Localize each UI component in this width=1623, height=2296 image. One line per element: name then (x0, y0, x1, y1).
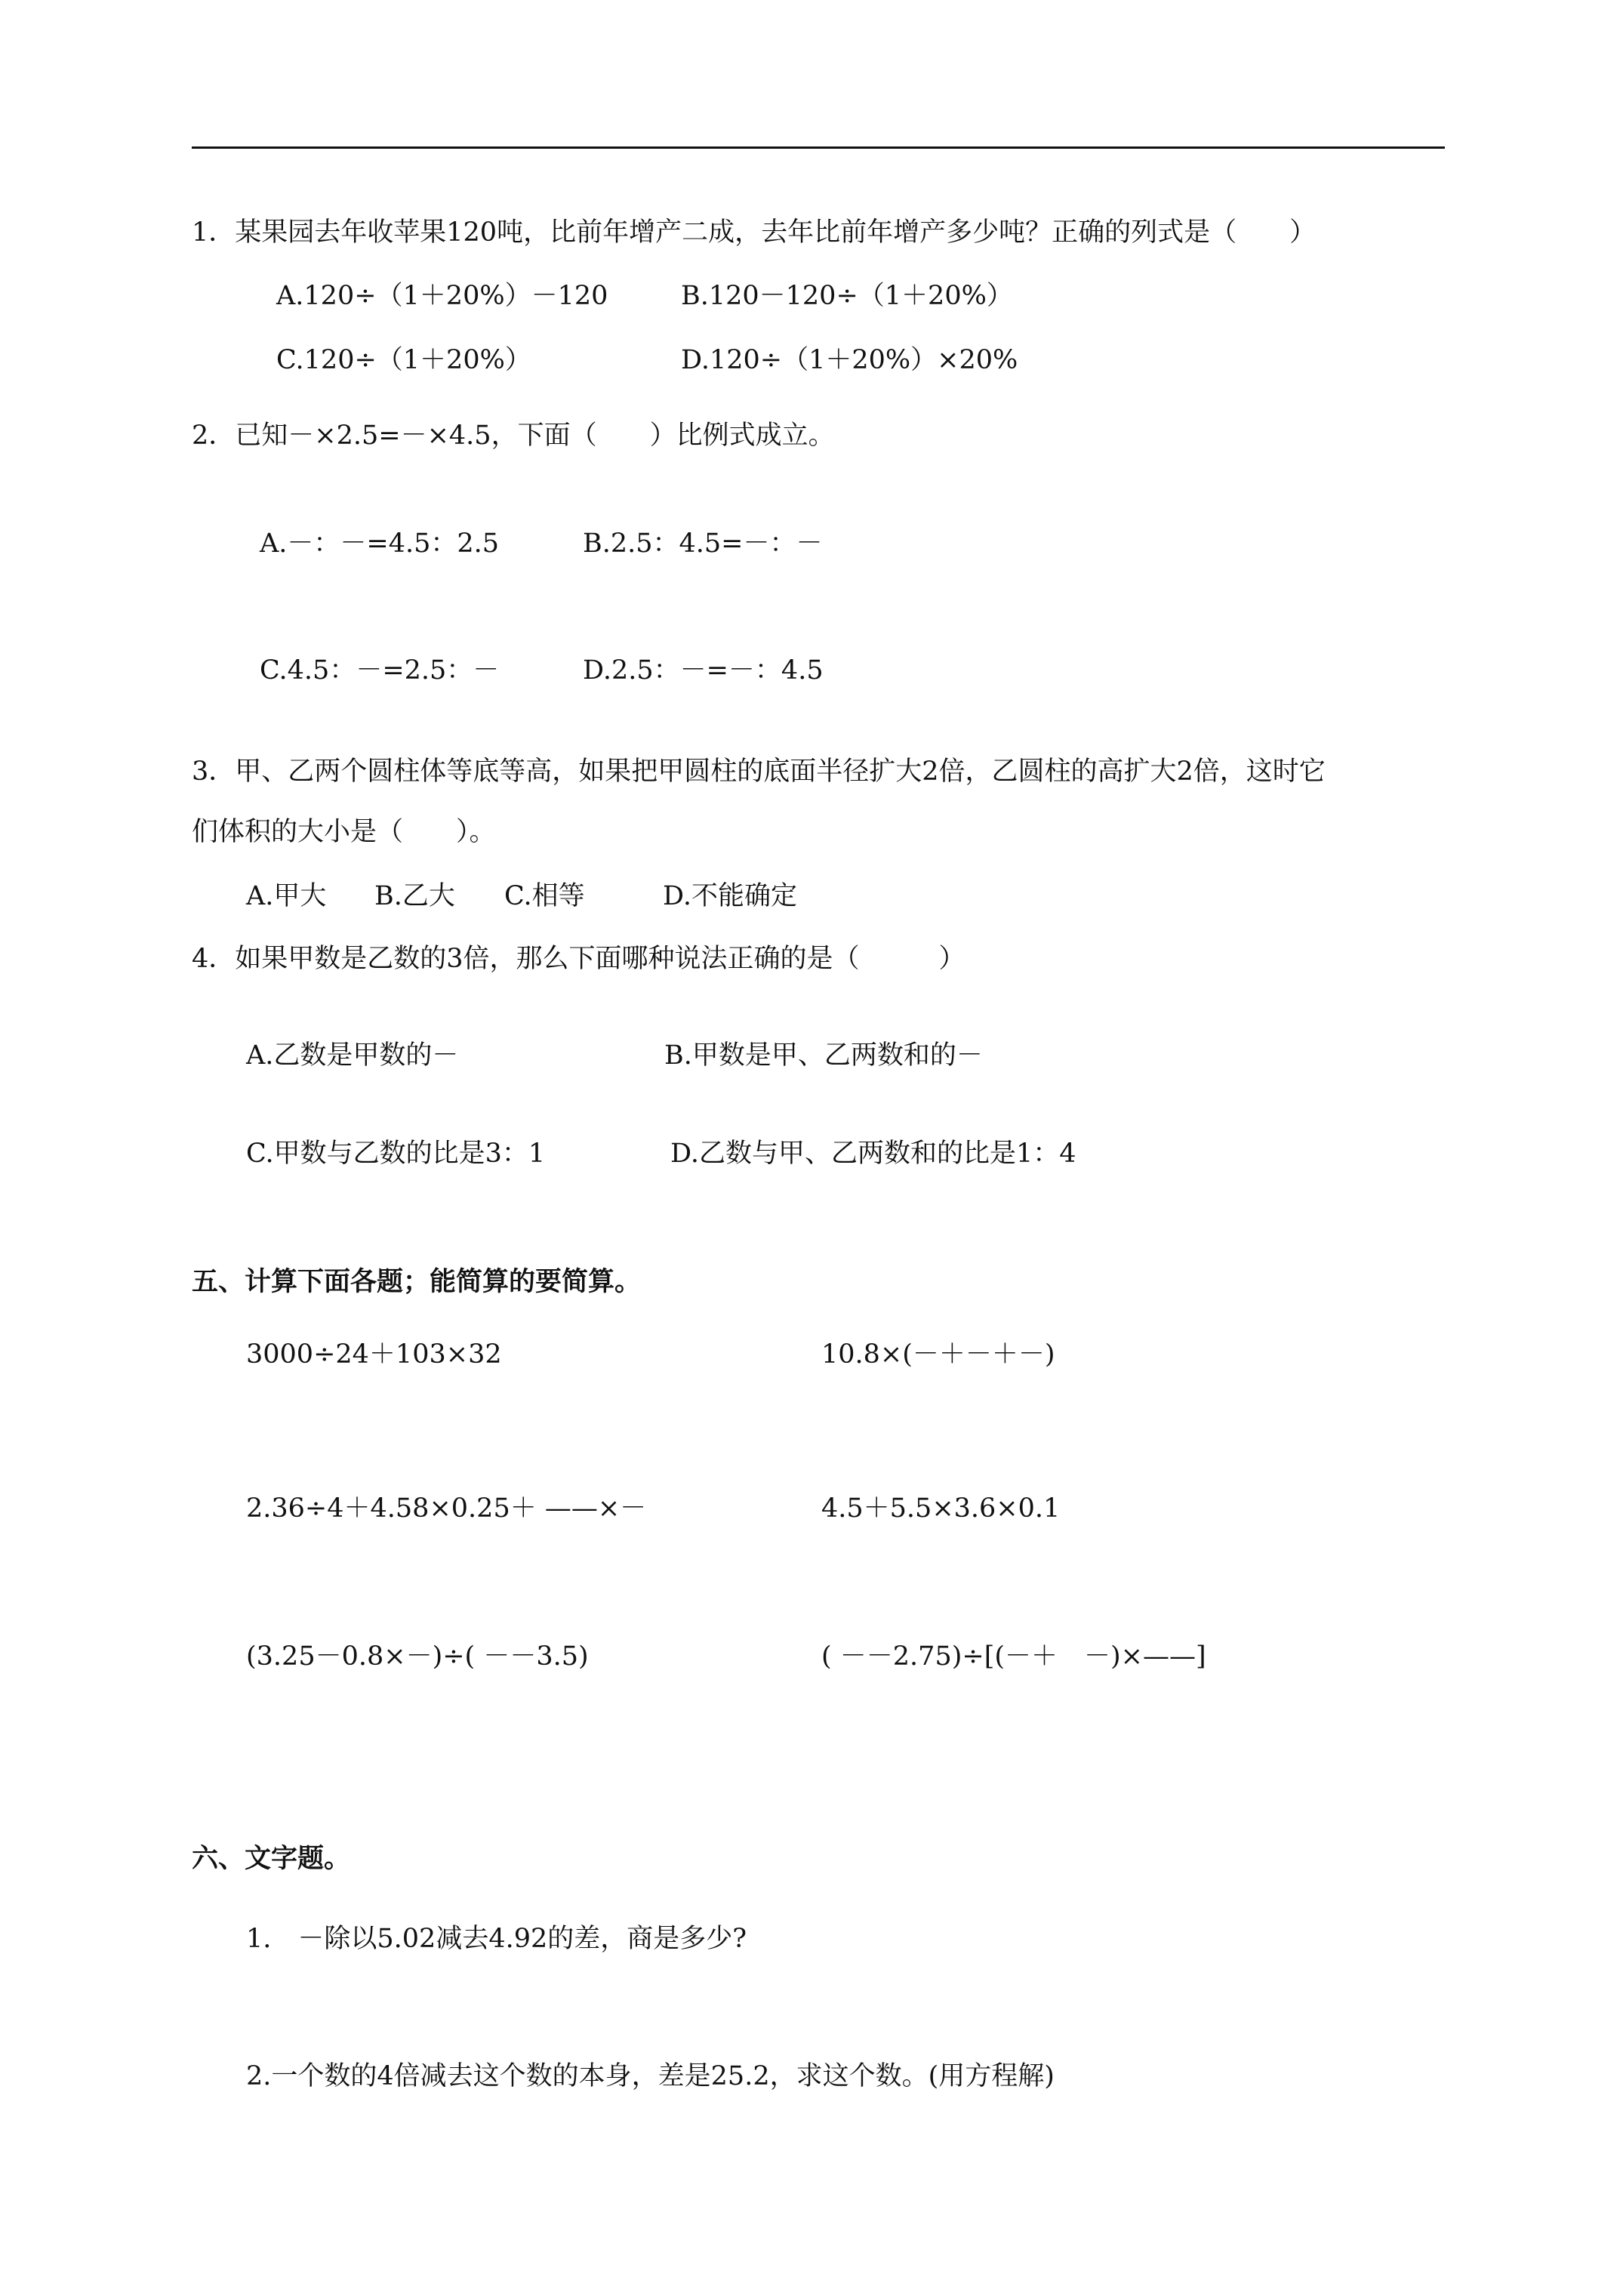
calc-item-6: ( －－2.75)÷[(－＋ －)×——] (821, 1641, 1206, 1672)
q1-option-d: D.120÷（1＋20%）×20% (681, 345, 1018, 375)
calc-item-2: 10.8×(－＋－＋－) (821, 1339, 1055, 1370)
q4-option-a: A.乙数是甲数的－ (246, 1040, 459, 1071)
q3-option-d: D.不能确定 (663, 881, 797, 911)
q1-option-a: A.120÷（1＋20%）－120 (276, 281, 608, 311)
q3-option-b: B.乙大 (374, 881, 455, 911)
q2-option-c: C.4.5：－=2.5：－ (260, 655, 500, 686)
q4-option-b: B.甲数是甲、乙两数和的－ (664, 1040, 983, 1071)
q1-option-c: C.120÷（1＋20%） (276, 345, 531, 375)
q3-stem-line1: 3．甲、乙两个圆柱体等底等高，如果把甲圆柱的底面半径扩大2倍，乙圆柱的高扩大2倍，这时它 (192, 757, 1326, 787)
section6-title: 六、文字题。 (192, 1843, 351, 1874)
q2-stem: 2．已知－×2.5=－×4.5，下面（ ）比例式成立。 (192, 421, 835, 451)
q2-option-b: B.2.5：4.5=－：－ (583, 529, 823, 559)
word-problem-1: 1. －除以5.02减去4.92的差，商是多少? (246, 1924, 747, 1954)
q1-stem: 1．某果园去年收苹果120吨，比前年增产二成，去年比前年增产多少吨？正确的列式是（ ） (192, 217, 1317, 248)
q3-stem-line2: 们体积的大小是（ ）。 (192, 817, 496, 847)
q3-option-a: A.甲大 (246, 881, 327, 911)
q4-option-d: D.乙数与甲、乙两数和的比是1：4 (670, 1139, 1076, 1169)
section5-title: 五、计算下面各题；能简算的要简算。 (192, 1266, 642, 1297)
calc-item-4: 4.5＋5.5×3.6×0.1 (821, 1493, 1061, 1524)
q4-option-c: C.甲数与乙数的比是3：1 (246, 1139, 546, 1169)
q2-option-a: A.－：－=4.5：2.5 (260, 529, 500, 559)
calc-item-1: 3000÷24＋103×32 (246, 1339, 502, 1370)
q3-option-c: C.相等 (504, 881, 585, 911)
calc-item-5: (3.25－0.8×－)÷( －－3.5) (246, 1641, 589, 1672)
q4-stem: 4．如果甲数是乙数的3倍，那么下面哪种说法正确的是（ ） (192, 944, 965, 974)
q1-option-b: B.120－120÷（1＋20%） (681, 281, 1013, 311)
word-problem-2: 2.一个数的4倍减去这个数的本身，差是25.2，求这个数。(用方程解) (246, 2061, 1055, 2091)
calc-item-3: 2.36÷4＋4.58×0.25＋ ——×－ (246, 1493, 647, 1524)
q2-option-d: D.2.5：－=－：4.5 (583, 655, 824, 686)
header-rule (192, 146, 1445, 149)
